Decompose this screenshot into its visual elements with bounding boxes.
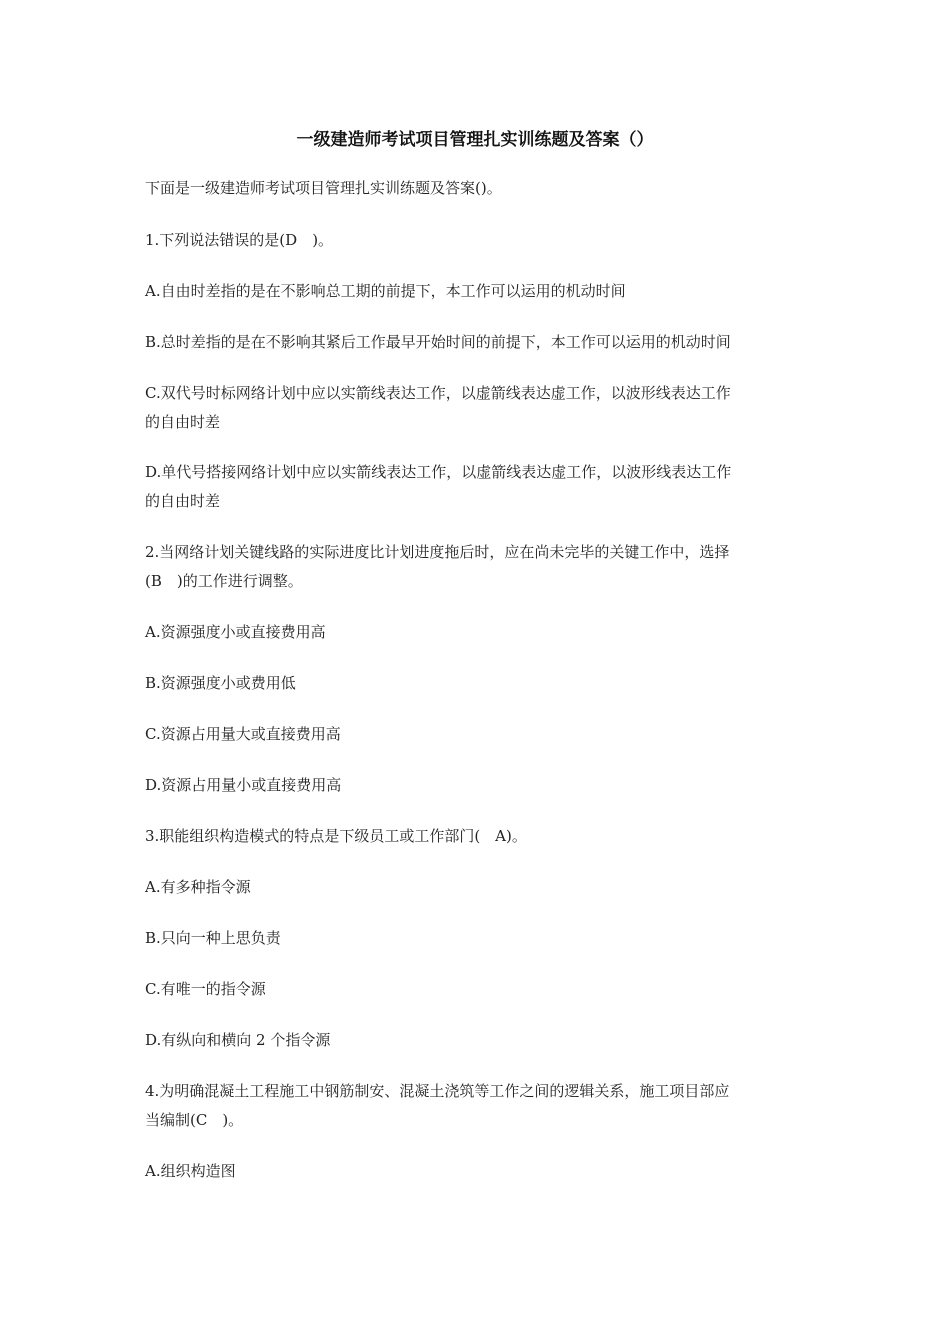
question-1-option-d-line2: 的自由时差 (145, 492, 221, 510)
question-1-option-b: B.总时差指的是在不影响其紧后工作最早开始时间的前提下，本工作可以运用的机动时间 (145, 333, 731, 351)
question-3-option-b: B.只向一种上思负责 (145, 929, 281, 947)
question-2-option-b: B.资源强度小或费用低 (145, 674, 296, 692)
question-1-stem: 1.下列说法错误的是(D )。 (145, 231, 334, 249)
question-3-stem: 3.职能组织构造模式的特点是下级员工或工作部门( A)。 (145, 827, 527, 845)
intro-paragraph: 下面是一级建造师考试项目管理扎实训练题及答案()。 (145, 179, 502, 197)
question-2-option-a: A.资源强度小或直接费用高 (145, 623, 326, 641)
question-3-option-c: C.有唯一的指令源 (145, 980, 266, 998)
question-2-option-d: D.资源占用量小或直接费用高 (145, 776, 342, 794)
question-4-stem-line1: 4.为明确混凝土工程施工中钢筋制安、混凝土浇筑等工作之间的逻辑关系，施工项目部应 (145, 1082, 730, 1100)
question-2-stem-line2: (B )的工作进行调整。 (145, 572, 303, 590)
question-1-option-d-line1: D.单代号搭接网络计划中应以实箭线表达工作，以虚箭线表达虚工作，以波形线表达工作 (145, 463, 732, 481)
question-2-stem-line1: 2.当网络计划关键线路的实际进度比计划进度拖后时，应在尚未完毕的关键工作中，选择 (145, 543, 730, 561)
question-4-stem-line2: 当编制(C )。 (145, 1111, 244, 1129)
document-title: 一级建造师考试项目管理扎实训练题及答案（） (296, 130, 654, 150)
question-1-option-c-line2: 的自由时差 (145, 413, 221, 431)
question-2-option-c: C.资源占用量大或直接费用高 (145, 725, 341, 743)
question-3-option-d: D.有纵向和横向 2 个指令源 (145, 1031, 331, 1049)
question-4-option-a: A.组织构造图 (145, 1162, 236, 1180)
question-1-option-a: A.自由时差指的是在不影响总工期的前提下，本工作可以运用的机动时间 (145, 282, 626, 300)
question-1-option-c-line1: C.双代号时标网络计划中应以实箭线表达工作，以虚箭线表达虚工作，以波形线表达工作 (145, 384, 731, 402)
question-3-option-a: A.有多种指令源 (145, 878, 251, 896)
